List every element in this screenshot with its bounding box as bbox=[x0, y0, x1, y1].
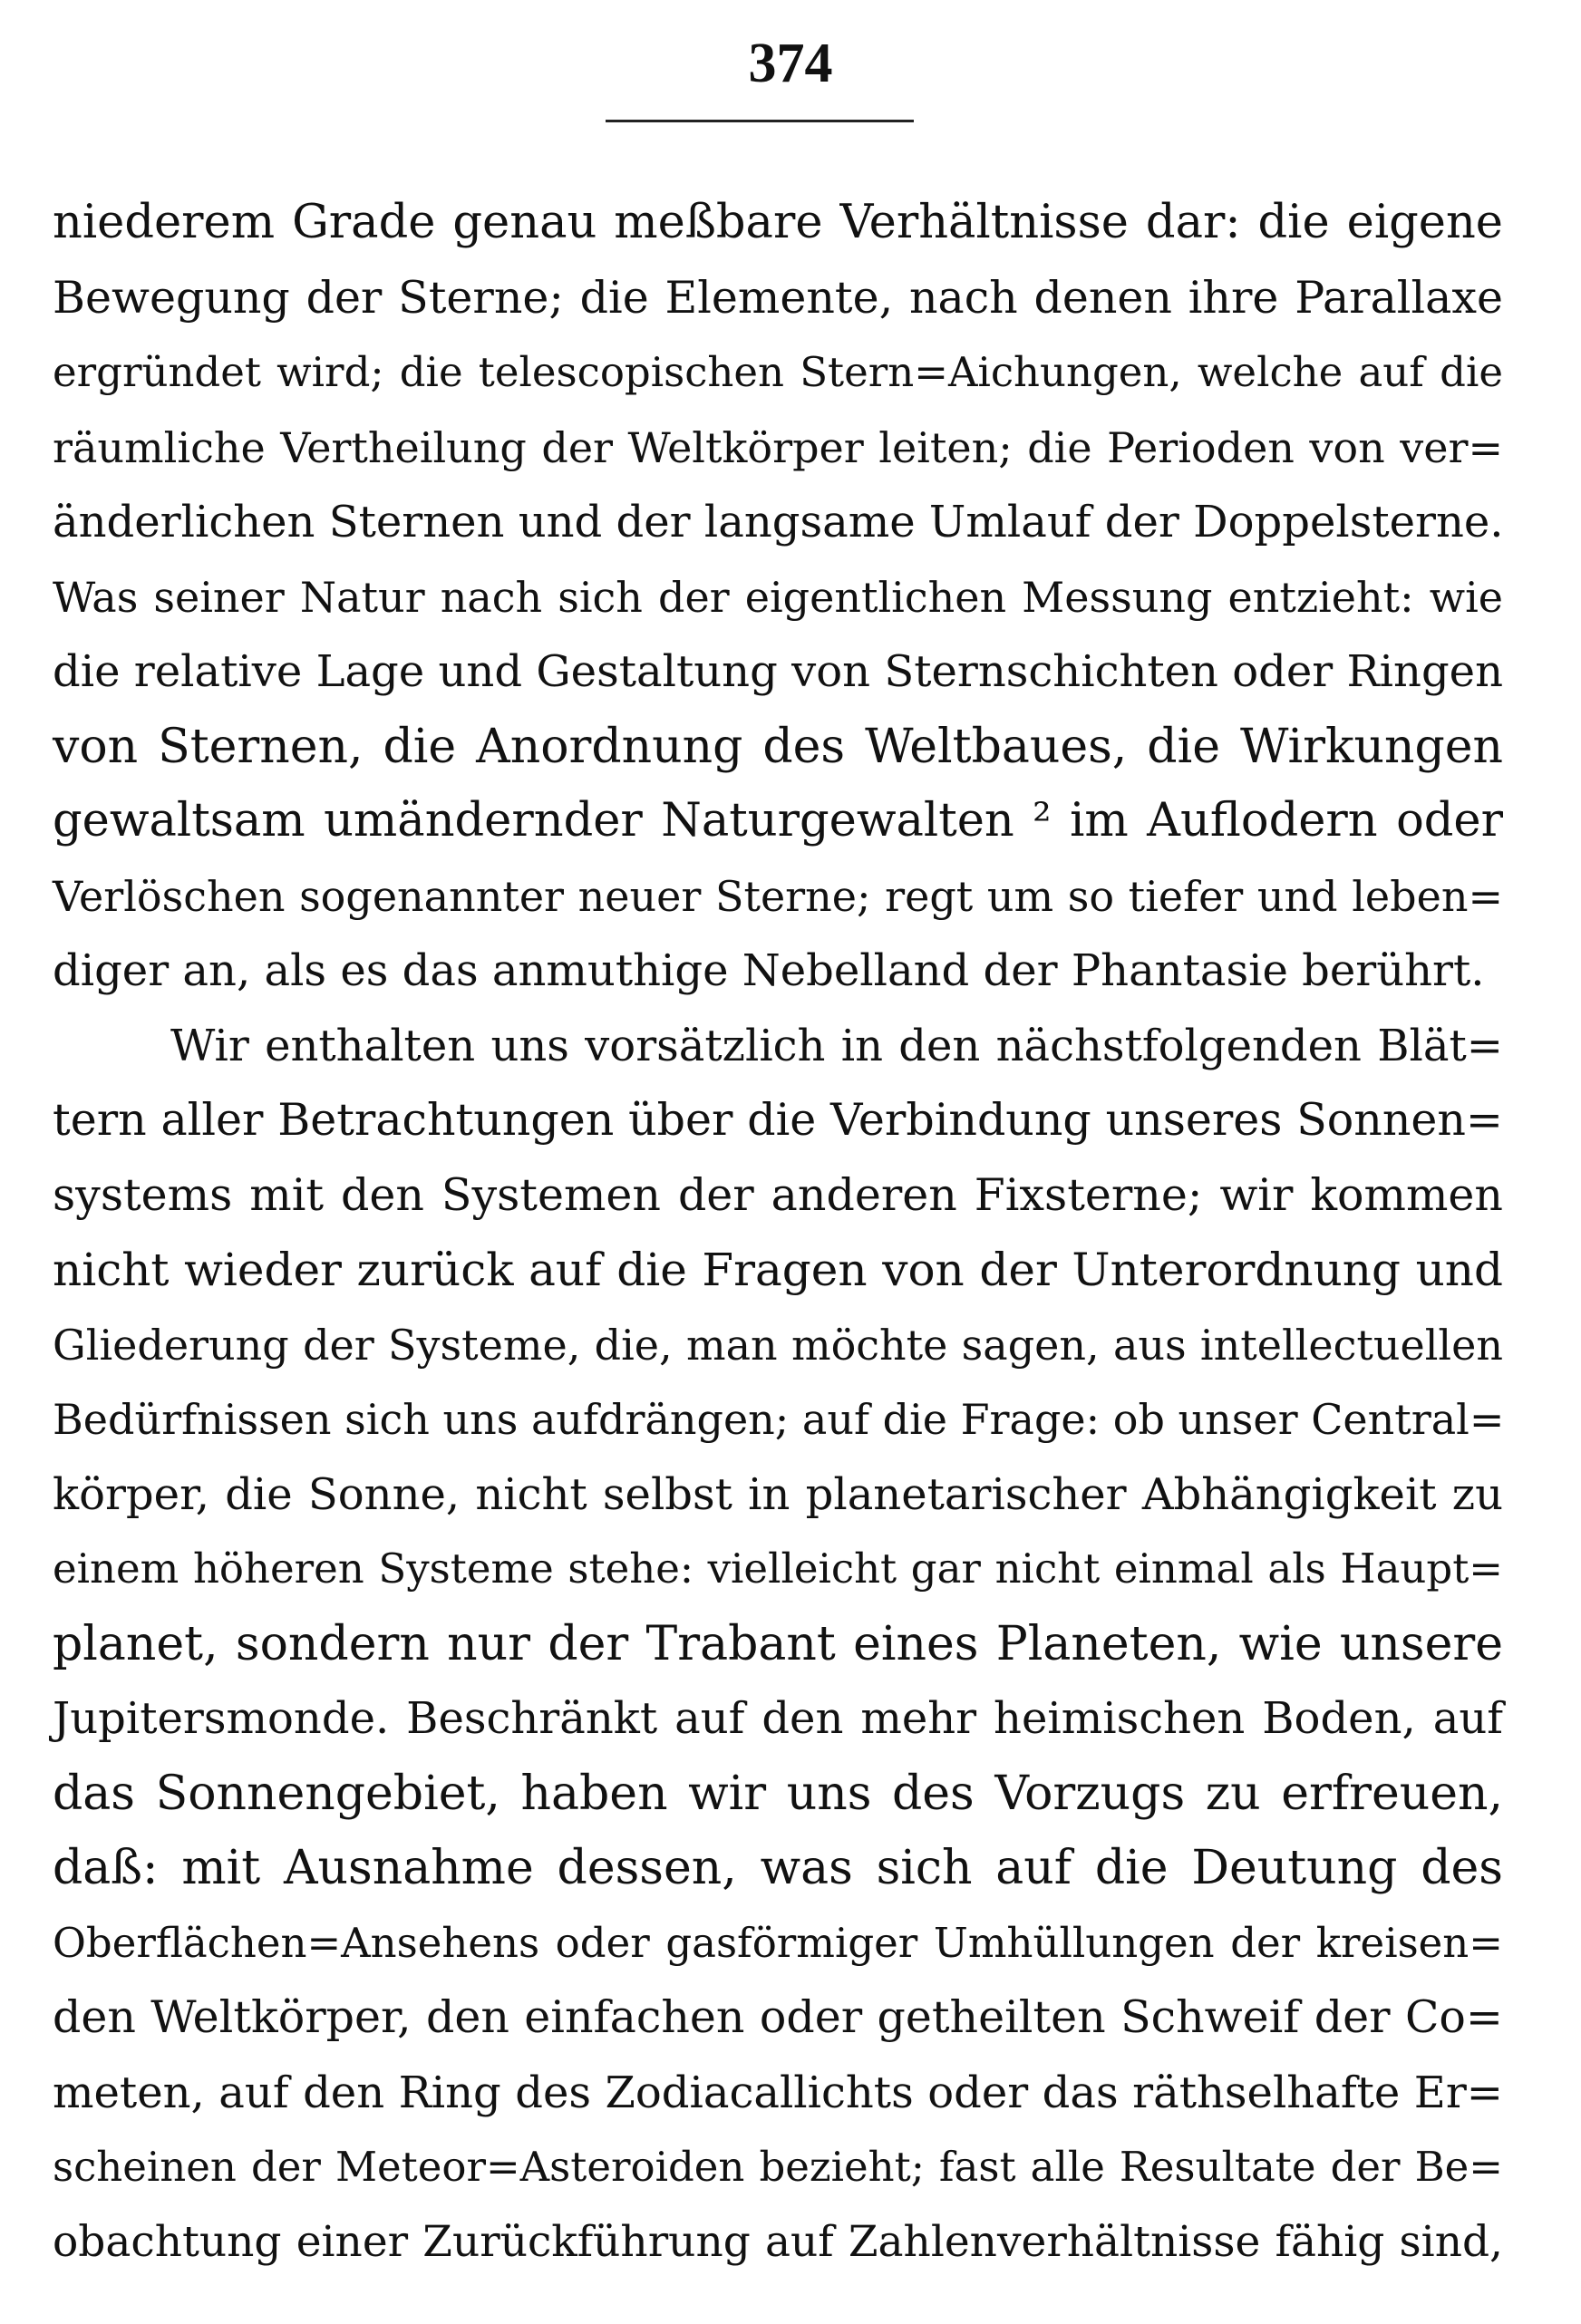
text-line: den Weltkörper, den einfachen oder getheilten Schweif der Co= bbox=[53, 1991, 1503, 2043]
header-rule bbox=[606, 120, 914, 122]
text-line: das Sonnengebiet, haben wir uns des Vorzugs zu erfreuen, bbox=[53, 1766, 1503, 1821]
text-line: daß: mit Ausnahme dessen, was sich auf die Deutung des bbox=[53, 1841, 1503, 1895]
text-line: ergründet wird; die telescopischen Stern=Aichungen, welche auf die bbox=[53, 348, 1503, 396]
text-line: gewaltsam umändernder Naturgewalten ² im Auflodern oder bbox=[53, 794, 1503, 847]
page-number: 374 bbox=[748, 33, 833, 94]
text-line: Bedürfnissen sich uns aufdrängen; auf die Frage: ob unser Central= bbox=[53, 1395, 1505, 1444]
text-line: körper, die Sonne, nicht selbst in planetarischer Abhängigkeit zu bbox=[53, 1468, 1503, 1520]
text-line: nicht wieder zurück auf die Fragen von der Unterordnung und bbox=[53, 1244, 1503, 1296]
text-line: tern aller Betrachtungen über die Verbindung unseres Sonnen= bbox=[53, 1094, 1503, 1146]
text-line: Bewegung der Sterne; die Elemente, nach denen ihre Parallaxe bbox=[53, 271, 1503, 324]
text-line: planet, sondern nur der Trabant eines Planeten, wie unsere bbox=[53, 1616, 1503, 1671]
text-line: systems mit den Systemen der anderen Fixsterne; wir kommen bbox=[53, 1168, 1503, 1221]
text-line: niederem Grade genau meßbare Verhältnisse dar: die eigene bbox=[53, 196, 1503, 249]
text-line: Jupitersmonde. Beschränkt auf den mehr heimischen Boden, auf bbox=[53, 1693, 1503, 1744]
text-line: scheinen der Meteor=Asteroiden bezieht; fast alle Resultate der Be= bbox=[53, 2143, 1503, 2191]
text-line: diger an, als es das anmuthige Nebelland der Phantasie berührt. bbox=[53, 945, 1485, 996]
text-line: Gliederung der Systeme, die, man möchte sagen, aus intellectuellen bbox=[53, 1320, 1503, 1370]
text-line: meten, auf den Ring des Zodiacallichts oder das räthselhafte Er= bbox=[53, 2067, 1503, 2118]
text-line: Was seiner Natur nach sich der eigentlichen Messung entzieht: wie bbox=[53, 572, 1503, 622]
text-line: einem höheren Systeme stehe: vielleicht gar nicht einmal als Haupt= bbox=[53, 1544, 1503, 1593]
paragraph-first-line: Wir enthalten uns vorsätzlich in den nächstfolgenden Blät= bbox=[170, 1020, 1503, 1071]
text-line: obachtung einer Zurückführung auf Zahlenverhältnisse fähig sind, bbox=[53, 2216, 1503, 2267]
body-text bbox=[53, 186, 1503, 2280]
text-line: Verlöschen sogenannter neuer Sterne; regt um so tiefer und leben= bbox=[53, 871, 1503, 921]
text-line: änderlichen Sternen und der langsame Umlauf der Doppelsterne. bbox=[53, 497, 1504, 547]
text-line: Oberflächen=Ansehens oder gasförmiger Umhüllungen der kreisen= bbox=[53, 1918, 1503, 1967]
text-line: räumliche Vertheilung der Weltkörper leiten; die Perioden von ver= bbox=[53, 422, 1503, 472]
text-line: von Sternen, die Anordnung des Weltbaues, die Wirkungen bbox=[53, 719, 1503, 774]
text-line: die relative Lage und Gestaltung von Sternschichten oder Ringen bbox=[53, 646, 1503, 697]
